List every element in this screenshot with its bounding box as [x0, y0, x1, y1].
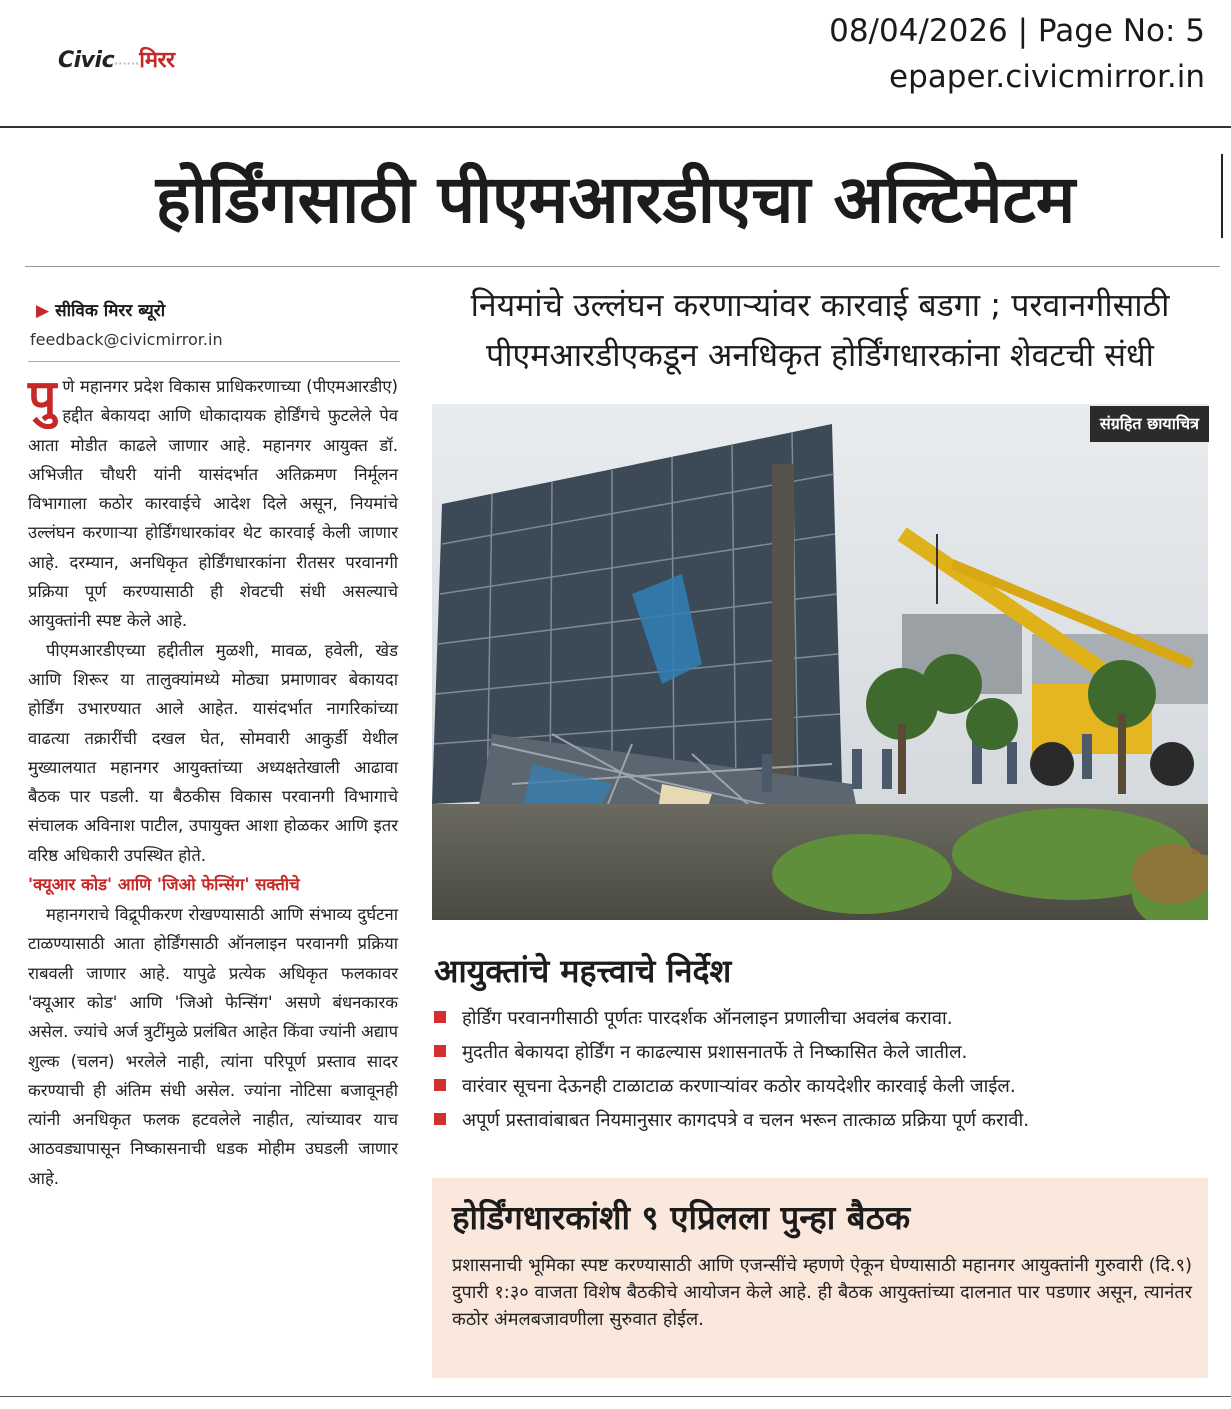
- deck-line-2: पीएमआरडीएकडून अनधिकृत होर्डिंगधारकांना शेवटची संधी: [486, 336, 1154, 374]
- article-paragraph: पीएमआरडीएच्या हद्दीतील मुळशी, मावळ, हवेली, खेड आणि शिरूर या तालुक्यांमध्ये मोठ्या प्रमाणावर बेकायदा होर्डिंग उभारण्यात आले आहेत. यासंदर्भात नागरिकांच्या वाढत्या तक्रारींची दखल घेत, सोमवारी आकुर्डी येथील मुख्यालयात महानगर आयुक्तांच्या अध्यक्षतेखाली आढावा बैठक पार पडली. या बैठकीस विकास परवानगी विभागाचे संचालक अविनाश पाटील, उपायुक्त आशा होळकर आणि इतर वरिष्ठ अधिकारी उपस्थित होते.: [28, 640, 398, 865]
- red-square-bullet-icon: [434, 1011, 446, 1023]
- logo-civic-text: Civic: [58, 48, 115, 73]
- side-divider: [1221, 154, 1223, 238]
- triangle-right-icon: ▶: [36, 301, 50, 321]
- list-item: [434, 1068, 1224, 1102]
- directive-text: वारंवार सूचना देऊनही टाळाटाळ करणाऱ्यांवर कठोर कायदेशीर कारवाई केली जाईल.: [462, 1075, 1016, 1097]
- byline: [36, 298, 165, 321]
- directives-list: [434, 1000, 1224, 1136]
- drop-cap: पु: [28, 369, 57, 427]
- red-square-bullet-icon: [434, 1113, 446, 1125]
- site-url[interactable]: epaper.civicmirror.in: [889, 59, 1205, 95]
- list-item: [434, 1000, 1224, 1034]
- article-paragraph: महानगराचे विद्रूपीकरण रोखण्यासाठी आणि संभाव्य दुर्घटना टाळण्यासाठी आता होर्डिंगसाठी ऑनलाइन परवानगी प्रक्रिया राबवली जाणार आहे. यापुढे प्रत्येक अधिकृत फलकावर 'क्यूआर कोड' आणि 'जिओ फेन्सिंग' असणे बंधनकारक असेल. ज्यांचे अर्ज त्रुटींमुळे प्रलंबित आहेत किंवा ज्यांनी अद्याप शुल्क (चलन) भरलेले नाही, त्यांना परिपूर्ण प्रस्ताव सादर करण्याची ही अंतिम संधी असेल. ज्यांना नोटिसा बजावूनही त्यांनी अनधिकृत फलक हटवलेले नाहीत, त्यांच्यावर याच आठवड्यापासून निष्कासनाची धडक मोहीम उघडली जाणार आहे.: [28, 905, 398, 1188]
- header-divider: [0, 126, 1231, 128]
- directives-title: आयुक्तांचे महत्त्वाचे निर्देश: [434, 952, 732, 990]
- photo-credit-badge: संग्रहित छायाचित्र: [1090, 406, 1209, 442]
- directive-text: मुदतीत बेकायदा होर्डिंग न काढल्यास प्रशासनातर्फे ते निष्कासित केले जातील.: [462, 1041, 968, 1063]
- footer-divider: [0, 1396, 1231, 1397]
- news-photo: [432, 404, 1208, 920]
- directive-text: होर्डिंग परवानगीसाठी पूर्णतः पारदर्शक ऑनलाइन प्रणालीचा अवलंब करावा.: [462, 1007, 953, 1029]
- red-square-bullet-icon: [434, 1079, 446, 1091]
- publication-logo: [58, 44, 175, 74]
- headline-divider: [25, 266, 1220, 267]
- red-square-bullet-icon: [434, 1045, 446, 1057]
- date-page-label: 08/04/2026 | Page No: 5: [829, 13, 1205, 49]
- meeting-box-title: होर्डिंगधारकांशी ९ एप्रिलला पुन्हा बैठक: [452, 1198, 911, 1237]
- byline-divider: [28, 361, 400, 362]
- deck-line-1: नियमांचे उल्लंघन करणाऱ्यांवर कारवाई बडगा ; परवानगीसाठी: [470, 286, 1170, 324]
- article-body: [28, 369, 398, 1193]
- byline-author: सीविक मिरर ब्यूरो: [55, 301, 166, 321]
- article-paragraph: [28, 369, 398, 636]
- paragraph-1-text: णे महानगर प्रदेश विकास प्राधिकरणाच्या (पीएमआरडीए) हद्दीत बेकायदा आणि धोकादायक होर्डिंगचे फुटलेले पेव आता मोडीत काढले जाणार आहे. महानगर आयुक्त डॉ. अभिजीत चौधरी यांनी यासंदर्भात अतिक्रमण निर्मूलन विभागाला कठोर कारवाईचे आदेश दिले असून, नियमांचे उल्लंघन करणाऱ्या होर्डिंगधारकांवर थेट कारवाई केली जाणार आहे. दरम्यान, अनधिकृत होर्डिंगधारकांना रीतसर परवानगी प्रक्रिया पूर्ण करण्यासाठी ही शेवटची संधी असल्याचे आयुक्तांनी स्पष्ट केले आहे.: [28, 377, 398, 631]
- list-item: [434, 1102, 1224, 1136]
- meeting-box-text: प्रशासनाची भूमिका स्पष्ट करण्यासाठी आणि एजन्सींचे म्हणणे ऐकून घेण्यासाठी महानगर आयुक्तांनी गुरुवारी (दि.९) दुपारी १:३० वाजता विशेष बैठकीचे आयोजन केले आहे. ही बैठक आयुक्तांच्या दालनात पार पडणार असून, त्यानंतर कठोर अंमलबजावणीला सुरुवात होईल.: [452, 1255, 1192, 1330]
- logo-separator: ······: [114, 57, 140, 70]
- deck: [420, 280, 1220, 380]
- byline-email[interactable]: feedback@civicmirror.in: [30, 330, 223, 349]
- directive-text: अपूर्ण प्रस्तावांबाबत नियमानुसार कागदपत्रे व चलन भरून तात्काळ प्रक्रिया पूर्ण करावी.: [462, 1109, 1030, 1131]
- collapsed-hoarding-photo: [432, 404, 1208, 920]
- list-item: [434, 1034, 1224, 1068]
- edition-meta: [829, 8, 1205, 100]
- article-subhead: 'क्यूआर कोड' आणि 'जिओ फेन्सिंग' सक्तीचे: [28, 875, 300, 895]
- headline: होर्डिंगसाठी पीएमआरडीएचा अल्टिमेटम: [155, 161, 1076, 238]
- logo-mirror-text: मिरर: [139, 48, 175, 73]
